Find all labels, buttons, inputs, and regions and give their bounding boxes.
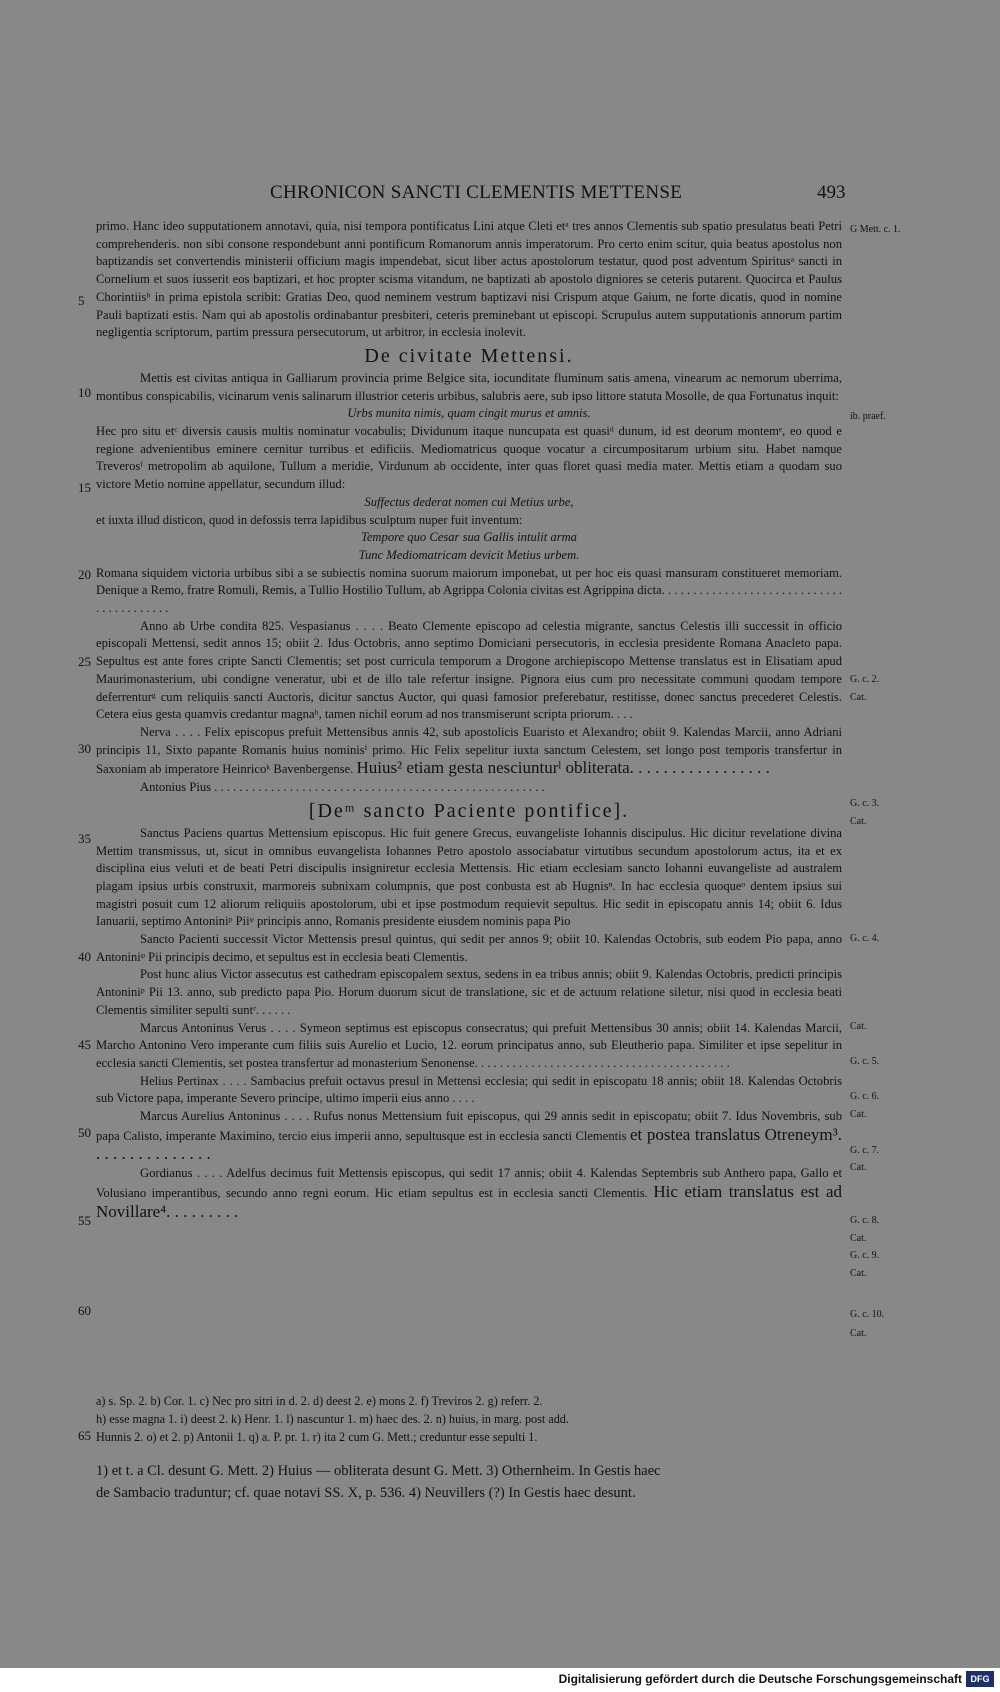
footnote-line: de Sambacio traduntur; cf. quae notavi SS. X, p. 536. 4) Neuvillers (?) In Gestis haec desunt.: [96, 1485, 636, 1501]
paragraph-text: Gordianus . . . . Adelfus decimus fuit Mettensis episcopus, qui sedit 17 annis; obiit 4. Kalendas Septembris sub Anthero papa, Gallo et Volusiano imperantibus, secundo anno regni eorum. Hic etiam sepultus est in ecclesia sancti Clementis.: [96, 1166, 842, 1200]
dfg-logo: DFG: [966, 1671, 994, 1687]
section-heading: De civitate Mettensi.: [364, 344, 574, 367]
variant-note-line: h) esse magna 1. i) deest 2. k) Henr. 1. l) nascuntur 1. m) haec des. 2. n) huius, in marg. post add.: [96, 1412, 569, 1426]
side-reference: ib. praef.: [850, 411, 886, 422]
variant-notes: [96, 1392, 842, 1446]
paragraph: [96, 1165, 842, 1222]
paragraph: Marcus Antoninus Verus . . . . Symeon septimus est episcopus consecratus; qui prefuit Mettensibus 30 annis; obiit 14. Kalendas Marcii, Marcho Antonino Vero imperante cum filiis suis Aurelio et Lucio, 12. eorum principatus anno, sub Eleutherio papa. Similiter et ipse sepelitur in ecclesia sancti Clementis, set postea transfertur ad monasterium Senonense. . . . . . . . . . . . . . . . . . . . . . . . . . . . . . . . . . . . . . . . .: [96, 1020, 842, 1070]
side-reference: G. c. 9.: [850, 1250, 880, 1261]
running-title: CHRONICON SANCTI CLEMENTIS METTENSE: [270, 182, 683, 203]
paragraph: Mettis est civitas antiqua in Galliarum provincia prime Belgice sita, iocunditate fluminum satis amena, vinearum ac nemorum uberrima, montibus conspicabilis, vicinarum venis salinarum illustrior ceteris urbibus, salubris aere, sub ipso littore statuta Mosolle, de qua Fortunatus inquit:: [96, 370, 842, 403]
section-heading: [Deᵐ sancto Paciente pontifice].: [308, 799, 630, 822]
paragraph: Hec pro situ etᶜ diversis causis multis nominatur vocabulis; Dividunum itaque nuncupata est quasiᵈ dunum, id est deorum montemᵉ, eo quod e regione advenientibus eminere cernitur turribus et edificiis. Mediomatricus quoque vocatur a circumpositarum urbium situ. Habet namque Treverosᶠ metropolim ab aquilone, Tullum a meridie, Virdunum ab occidente, inter quas floret quasi media mater. Mettis etiam a quodam suo victore Metio nomine appellatur, secundum illud:: [96, 424, 842, 492]
funding-credit: Digitalisierung gefördert durch die Deutsche Forschungsgemeinschaft: [558, 1672, 962, 1686]
paragraph-addition: et postea translatus Otreneym³. . . . . . . . . . . . . . .: [96, 1124, 842, 1164]
paragraph: Sanctus Paciens quartus Mettensium episcopus. Hic fuit genere Grecus, euvangeliste Iohannis discipulus. Hic dicitur revelatione divina Mettim transmissus, ut, sicut in omnibus euvangelista Iohannes Petro apostolo associabatur virtutibus secundum apostolorum actus, ita et ex disciplina eius veluti et de beati Petri discipulis insigniretur ecclesia Mettensis. Hic etiam ecclesiam sancto Iohanni euvangeliste ad australem plagam ipsius urbis construxit, marmoreis subnixam columpnis, que post conbusta est ab Hugnisⁿ. In hac ecclesia quoqueᵒ dentem ipsius sui magistri posuit cum 12 aliorum reliquiis apostolorum, ubi et ipse postmodum requievit sepultus. Hic sedit in episcopatu annis 14; obiit 6. Idus Ianuarii, septimo Antoniniᵖ Piiᵠ principis anno, Romanis presidente eiusdem nominis papa Pio: [96, 825, 842, 929]
line-number: 10: [78, 385, 91, 400]
paragraph-addition: Huius² etiam gesta nesciunturˡ obliterata. . . . . . . . . . . . . . . . .: [356, 758, 770, 778]
side-reference: Cat.: [850, 692, 867, 703]
paragraph-text: Nerva . . . . Felix episcopus prefuit Mettensibus annis 42, sub apostolicis Euaristo et Alexandro; obiit 9. Kalendas Marcii, anno Adriani principis 11, Sixto papante Romanis huius nominisⁱ primo. Hic Felix sepelitur iuxta sanctum Celestem, set longo post temporis transfertur in Saxoniam ab imperatore Heinricoᵏ Bavenbergense.: [96, 724, 842, 777]
paragraph: et iuxta illud disticon, quod in defossis terra lapidibus sculptum nuper fuit inventum:: [96, 512, 523, 527]
line-number: 45: [78, 1037, 91, 1052]
line-number: 20: [78, 567, 91, 582]
side-reference: G Mett. c. 1.: [850, 224, 901, 235]
side-reference: G. c. 2.: [850, 674, 880, 685]
side-reference: Cat.: [850, 1162, 867, 1173]
side-reference: G. c. 10.: [850, 1309, 885, 1320]
paragraph-text: Marcus Aurelius Antoninus . . . . Rufus nonus Mettensium fuit episcopus, qui 29 annis sedit in episcopatu; obiit 7. Idus Novembris, sub papa Calisto, imperante Maximino, tercio eius imperii anno, sepultusque est in ecclesia sancti Clementis: [96, 1109, 842, 1143]
line-number: 25: [78, 654, 91, 669]
line-number: 15: [78, 480, 91, 495]
verse-line: Tunc Mediomatricam devicit Metius urbem.: [358, 547, 580, 562]
side-reference: Cat.: [850, 1268, 867, 1279]
side-reference: G. c. 7.: [850, 1145, 880, 1156]
main-text: [96, 218, 842, 1222]
side-reference: Cat.: [850, 816, 867, 827]
footnote-line: 1) et t. a Cl. desunt G. Mett. 2) Huius — obliterata desunt G. Mett. 3) Othernheim. In Gestis haec: [96, 1463, 661, 1479]
side-reference: G. c. 6.: [850, 1091, 880, 1102]
running-header: [0, 182, 1000, 206]
paragraph: [96, 1108, 842, 1165]
paragraph: Anno ab Urbe condita 825. Vespasianus . . . . Beato Clemente episcopo ad celestia migrante, sanctus Celestis illi successit in officio episcopali Mettensi, sedit annos 15; obiit 2. Idus Octobris, anno septimo Domiciani persecutoris, in ecclesia presidente Romana Anacleto papa. Sepultus est ante fores cripte Sancti Clementis; set post curricula temporum a Drogone archiepiscopo Mettense translatus est in Elisatiam apud Maurimonasterium, ubi condigne veneratur, ubi et de illo tale refertur insigne. Pignora eius cum pro necessitate communi quodam tempore deferrenturᵍ cum reliquiis sancti Auctoris, dicitur sanctus Auctor, qui quasi famosior preferebatur, restitisse, donec sanctus precederet Celestis. Cetera eius gesta quamvis credantur magnaʰ, tamen nichil eorum ad nos transmiserunt scripta priorum. . . .: [96, 618, 842, 722]
line-number: 60: [78, 1303, 91, 1318]
verse-line: Tempore quo Cesar sua Gallis intulit arma: [361, 530, 577, 545]
side-reference: G. c. 3.: [850, 798, 880, 809]
variant-note-line: a) s. Sp. 2. b) Cor. 1. c) Nec pro sitri in d. 2. d) deest 2. e) mons 2. f) Treviros 2. g) referr. 2.: [96, 1394, 543, 1408]
side-reference: Cat.: [850, 1328, 867, 1339]
line-number: 5: [78, 293, 85, 308]
line-number: 65: [78, 1428, 91, 1443]
side-reference: Cat.: [850, 1109, 867, 1120]
line-number: 30: [78, 741, 91, 756]
side-reference: G. c. 4.: [850, 933, 880, 944]
side-reference: Cat.: [850, 1233, 867, 1244]
side-reference: G. c. 5.: [850, 1056, 880, 1067]
paragraph: primo. Hanc ideo supputationem annotavi, quia, nisi tempora pontificatus Lini atque Cleti etᵃ tres annos Clementis sub spatio presulatus beati Petri comprehenderis. non sibi consone respondebunt anni pontificum Romanorum annis imperatorum. Pro certo enim scitur, quia beatus apostolus non baptizandis set convertendis ministerii officium magis impendebat, sicut liber actus apostolorum testatur, quod post adventum Spiritusᵃ sancti in Cornelium et suos iusserit eos baptizari, et hoc propter scisma vitandum, ne baptizati ab apostolo digniores se ceteris putarent. Quocirca et Paulus Chorintiisᵇ in prima epistola scribit: Gratias Deo, quod neminem vestrum baptizavi nisi Crispum atque Gaium, ne forte dicatis, quod in nomine Pauli baptizati estis. Nam qui ab apostolis ordinabantur presbiteri, ceteris preminebant ut episcopi. Scrupulus autem supputationis annorum partim negligentia scriptorum, partim pressura persecutorum, ut arbitror, in ecclesia inolevit.: [96, 219, 842, 340]
footnotes: [96, 1460, 842, 1504]
verse-line: Urbs munita nimis, quam cingit murus et amnis.: [347, 406, 591, 421]
paragraph: Antonius Pius . . . . . . . . . . . . . . . . . . . . . . . . . . . . . . . . . . . . . . . . . . . . . . . . . . . . .: [140, 780, 545, 795]
page-number: 493: [817, 182, 846, 203]
variant-note-line: Hunnis 2. o) et 2. p) Antonii 1. q) a. P. pr. 1. r) ita 2 cum G. Mett.; creduntur esse sepulti 1.: [96, 1430, 538, 1444]
line-number: 55: [78, 1213, 91, 1228]
paragraph: Romana siquidem victoria urbibus sibi a se subiectis nomina suorum maiorum imponebat, ut per hoc eis quasi mansuram constitueret memoriam. Denique a Remo, fratre Romuli, Remis, a Tullio Hostilio Tullum, ab Agrippa Colonia civitas est Agrippina dicta. . . . . . . . . . . . . . . . . . . . . . . . . . . . . . . . . . . . . . . . .: [96, 565, 842, 616]
paragraph: Post hunc alius Victor assecutus est cathedram episcopalem sextus, sedens in ea tribus annis; obiit 9. Kalendas Octobris, predicti principis Antoniniᵖ Pii 13. anno, sub predicto papa Pio. Horum duorum sicut de translatione, sic et de actuum relatione siletur, nisi quod in ecclesia beati Clementis similiter sepulti suntʳ. . . . . .: [96, 967, 842, 1017]
paragraph: Sancto Pacienti successit Victor Mettensis presul quintus, qui sedit per annos 9; obiit 10. Kalendas Octobris, sub eodem Pio papa, anno Antoniniᵠ Pii principis decimo, et sepultus est in ecclesia beati Clementis.: [96, 932, 842, 964]
line-number: 35: [78, 831, 91, 846]
line-number: 40: [78, 949, 91, 964]
side-reference: Cat.: [850, 1021, 867, 1032]
paragraph-addition: Hic etiam translatus est ad Novillare⁴. . . . . . . . .: [96, 1181, 843, 1221]
paragraph: [96, 724, 842, 779]
funding-footer: [0, 1668, 1000, 1692]
verse-line: Suffectus dederat nomen cui Metius urbe,: [364, 494, 574, 509]
side-reference: G. c. 8.: [850, 1215, 880, 1226]
paragraph: Helius Pertinax . . . . Sambacius prefuit octavus presul in Mettensi ecclesia; qui sedit in episcopatu 18 annis; obiit 18. Kalendas Octobris sub Victore papa, imperante Severo principe, ultimo imperii eius anno . . . .: [96, 1073, 842, 1106]
line-number: 50: [78, 1125, 91, 1140]
